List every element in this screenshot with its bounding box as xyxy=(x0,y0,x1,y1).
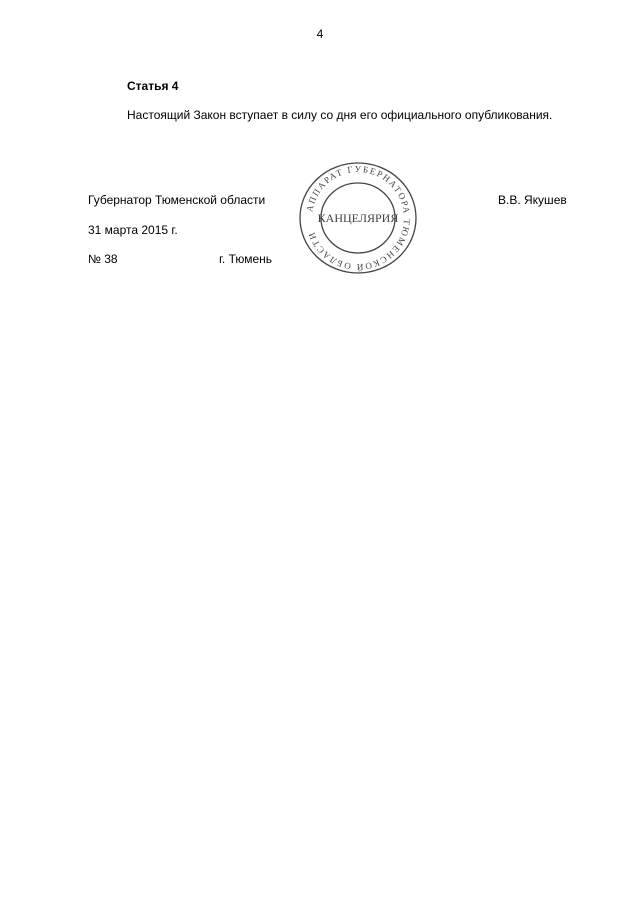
seal-outer-text: АППАРАТ ГУБЕРНАТОРА ТЮМЕНСКОЙ ОБЛАСТИ xyxy=(304,163,413,273)
signing-date: 31 марта 2015 г. xyxy=(88,223,178,237)
law-number: № 38 xyxy=(88,252,118,266)
governor-title: Губернатор Тюменской области xyxy=(88,193,266,207)
article-body: Настоящий Закон вступает в силу со дня его официального опубликования. xyxy=(127,108,553,122)
official-seal xyxy=(296,159,420,277)
seal-icon xyxy=(296,159,420,277)
page-number: 4 xyxy=(316,27,324,41)
seal-center-text: КАНЦЕЛЯРИЯ xyxy=(317,211,399,225)
signing-city: г. Тюмень xyxy=(219,252,273,266)
article-heading: Статья 4 xyxy=(127,79,179,93)
governor-name: В.В. Якушев xyxy=(498,193,567,207)
